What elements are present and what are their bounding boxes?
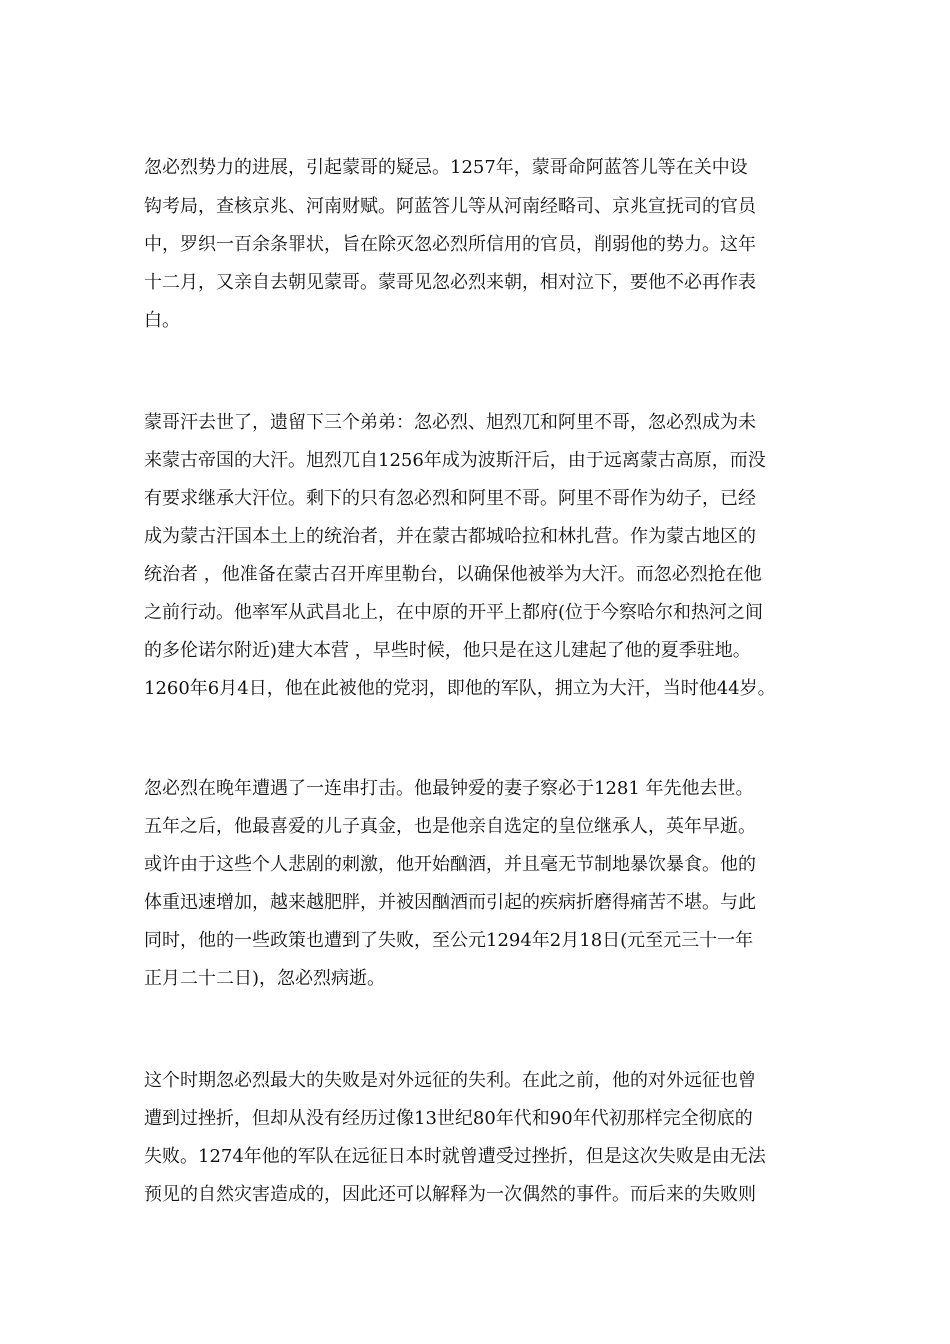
paragraph-line: 五年之后，他最喜爱的儿子真金，也是他亲自选定的皇位继承人，英年早逝。 xyxy=(144,816,756,837)
paragraph-line: 这个时期忽必烈最大的失败是对外远征的失利。在此之前，他的对外远征也曾 xyxy=(144,1070,756,1091)
paragraph-line: 忽必烈在晚年遭遇了一连串打击。他最钟爱的妻子察必于1281 年先他去世。 xyxy=(144,778,754,799)
paragraph-line: 钩考局，查核京兆、河南财赋。阿蓝答儿等从河南经略司、京兆宣抚司的官员 xyxy=(144,196,756,217)
paragraph-line: 体重迅速增加，越来越肥胖，并被因酗酒而引起的疾病折磨得痛苦不堪。与此 xyxy=(144,892,756,913)
paragraph-line: 成为蒙古汗国本土上的统治者，并在蒙古都城哈拉和林扎营。作为蒙古地区的 xyxy=(144,526,756,547)
paragraph-line: 1260年6月4日，他在此被他的党羽，即他的军队，拥立为大汗，当时他44岁。 xyxy=(144,678,776,699)
paragraph-line: 或许由于这些个人悲剧的刺激，他开始酗酒，并且毫无节制地暴饮暴食。他的 xyxy=(144,854,756,875)
paragraph-line: 之前行动。他率军从武昌北上，在中原的开平上都府(位于今察哈尔和热河之间 xyxy=(144,602,764,623)
paragraph-line: 忽必烈势力的进展，引起蒙哥的疑忌。1257年，蒙哥命阿蓝答儿等在关中设 xyxy=(144,157,748,178)
paragraph-line: 失败。1274年他的军队在远征日本时就曾遭受过挫折，但是这次失败是由无法 xyxy=(144,1146,766,1167)
paragraph-line: 蒙哥汗去世了，遗留下三个弟弟：忽必烈、旭烈兀和阿里不哥，忽必烈成为未 xyxy=(144,412,756,433)
paragraph-line: 统治者 ，他准备在蒙古召开库里勒台，以确保他被举为大汗。而忽必烈抢在他 xyxy=(144,564,762,585)
paragraph-line: 十二月，又亲自去朝见蒙哥。蒙哥见忽必烈来朝，相对泣下，要他不必再作表 xyxy=(144,272,756,293)
paragraph-line: 有要求继承大汗位。剩下的只有忽必烈和阿里不哥。阿里不哥作为幼子，已经 xyxy=(144,488,756,509)
paragraph-line: 中，罗织一百余条罪状，旨在除灭忽必烈所信用的官员，削弱他的势力。这年 xyxy=(144,234,756,255)
paragraph-line: 正月二十二日)，忽必烈病逝。 xyxy=(144,968,386,989)
paragraph-line: 遭到过挫折，但却从没有经历过像13世纪80年代和90年代初那样完全彻底的 xyxy=(144,1108,753,1129)
paragraph-line: 同时，他的一些政策也遭到了失败，至公元1294年2月18日(元至元三十一年 xyxy=(144,930,754,951)
paragraph-line: 来蒙古帝国的大汗。旭烈兀自1256年成为波斯汗后，由于远离蒙古高原，而没 xyxy=(144,450,766,471)
paragraph-line: 白。 xyxy=(144,310,180,331)
paragraph-line: 的多伦诺尔附近)建大本营 ，早些时候，他只是在这儿建起了他的夏季驻地。 xyxy=(144,640,751,661)
paragraph-line: 预见的自然灾害造成的，因此还可以解释为一次偶然的事件。而后来的失败则 xyxy=(144,1184,756,1205)
